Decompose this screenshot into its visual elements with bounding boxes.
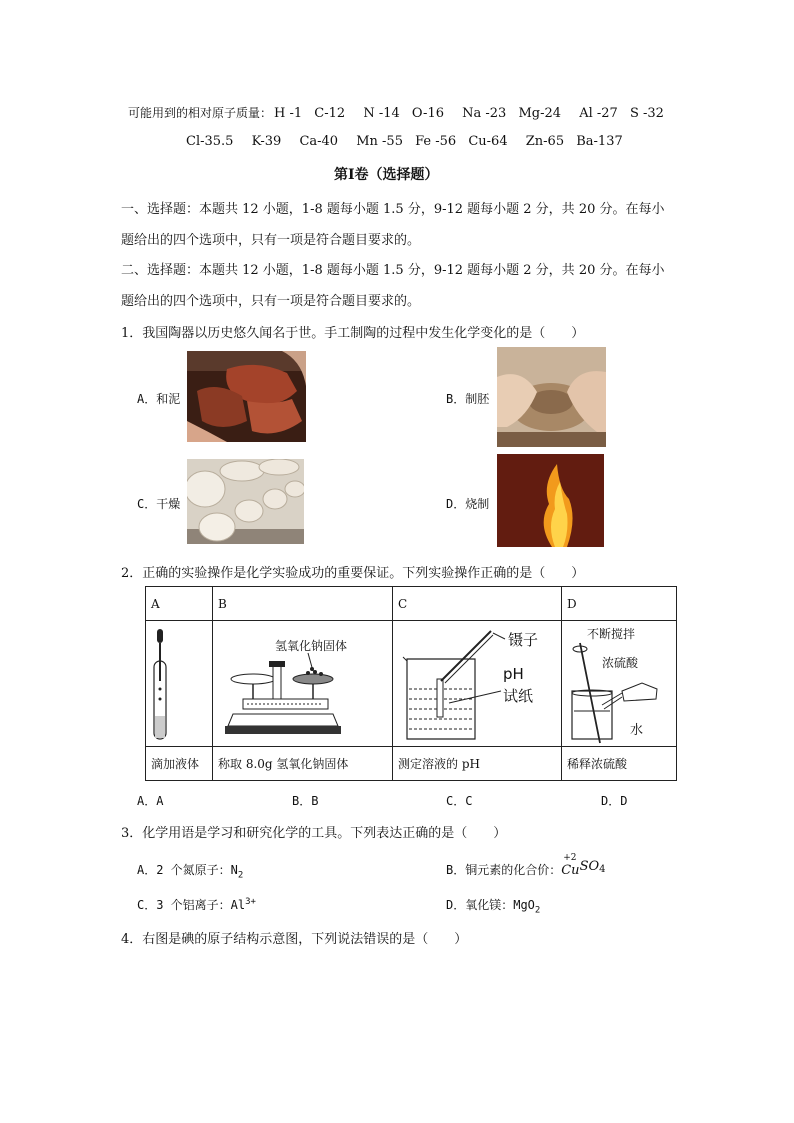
mass-fe: Fe -56 bbox=[415, 134, 457, 149]
caption-a: 滴加液体 bbox=[146, 747, 213, 781]
mass-al: Al -27 bbox=[579, 106, 618, 121]
instruction-2-line-2: 题给出的四个选项中，只有一项是符合题目要求的。 bbox=[121, 294, 421, 309]
mass-ba: Ba-137 bbox=[576, 134, 623, 149]
question-2-stem: 2．正确的实验操作是化学实验成功的重要保证。下列实验操作正确的是（ ） bbox=[121, 566, 585, 581]
clay-mixing-photo bbox=[187, 351, 306, 442]
label-naoh-solid: 氢氧化钠固体 bbox=[275, 639, 348, 653]
atomic-mass-row-1 bbox=[128, 104, 664, 121]
label-tweezers: 镊子 bbox=[508, 631, 539, 649]
q3-b-so: SO bbox=[579, 859, 600, 874]
q3-option-d[interactable] bbox=[446, 896, 540, 915]
q3-b-sub: 4 bbox=[599, 864, 606, 875]
mass-cl: Cl-35.5 bbox=[186, 134, 234, 149]
mass-mg: Mg-24 bbox=[518, 106, 562, 121]
figure-b-balance bbox=[213, 621, 393, 747]
q3-b-text: B．铜元素的化合价： bbox=[446, 863, 562, 877]
drying-pottery-photo bbox=[187, 459, 304, 544]
header-d: D bbox=[562, 587, 677, 621]
q3-a-subscript: 2 bbox=[237, 870, 244, 881]
q3-option-a[interactable] bbox=[137, 861, 243, 880]
header-b: B bbox=[213, 587, 393, 621]
label-test-paper: 试纸 bbox=[503, 687, 534, 705]
glass-rod bbox=[580, 643, 600, 743]
mass-k: K-39 bbox=[251, 134, 282, 149]
label-ph: pH bbox=[503, 665, 524, 683]
q1-option-d[interactable]: D．烧制 bbox=[446, 497, 490, 511]
header-c: C bbox=[393, 587, 562, 621]
q3-b-valence: +2 bbox=[563, 853, 577, 863]
shaping-clay-photo bbox=[497, 347, 606, 447]
question-3-stem: 3．化学用语是学习和研究化学的工具。下列表达正确的是（ ） bbox=[121, 826, 507, 841]
question-4-stem: 4．右图是碘的原子结构示意图，下列说法错误的是（ ） bbox=[121, 932, 468, 947]
mass-o: O-16 bbox=[411, 106, 444, 121]
atomic-mass-label: 可能用到的相对原子质量： bbox=[128, 106, 273, 120]
caption-d: 稀释浓硫酸 bbox=[562, 747, 677, 781]
section-title: 第Ⅰ卷（选择题） bbox=[334, 167, 439, 183]
label-water: 水 bbox=[630, 723, 644, 738]
q2-option-c[interactable]: C．C bbox=[446, 794, 473, 808]
mass-ca: Ca-40 bbox=[299, 134, 339, 149]
q1-option-c[interactable]: C．干燥 bbox=[137, 497, 181, 511]
instruction-2-line-1: 二、选择题：本题共 12 小题，1-8 题每小题 1.5 分，9-12 题每小题 2 分，共 20 分。在每小 bbox=[121, 263, 665, 278]
instruction-1-line-1: 一、选择题：本题共 12 小题，1-8 题每小题 1.5 分，9-12 题每小题 2 分，共 20 分。在每小 bbox=[121, 202, 665, 217]
caption-c: 测定溶液的 pH bbox=[393, 747, 562, 781]
question-1-stem: 1．我国陶器以历史悠久闻名于世。手工制陶的过程中发生化学变化的是（ ） bbox=[121, 326, 585, 341]
acid-bottle bbox=[622, 683, 657, 701]
instruction-1-line-2: 题给出的四个选项中，只有一项是符合题目要求的。 bbox=[121, 233, 421, 248]
atomic-mass-row-2 bbox=[186, 134, 623, 149]
figure-c-ph-test bbox=[393, 621, 562, 747]
mass-mn: Mn -55 bbox=[356, 134, 403, 149]
kiln-firing-photo bbox=[497, 454, 604, 547]
q3-option-c[interactable] bbox=[137, 896, 256, 913]
label-conc-acid: 浓硫酸 bbox=[602, 656, 639, 670]
mass-n: N -14 bbox=[363, 106, 400, 121]
q3-b-cu: Cu bbox=[561, 863, 580, 878]
ph-paper bbox=[437, 679, 443, 717]
mass-s: S -32 bbox=[629, 106, 664, 121]
q1-option-b[interactable]: B．制胚 bbox=[446, 392, 490, 406]
header-a: A bbox=[146, 587, 213, 621]
mass-cu: Cu-64 bbox=[468, 134, 508, 149]
q2-option-d[interactable]: D．D bbox=[601, 794, 628, 808]
caption-b: 称取 8.0g 氢氧化钠固体 bbox=[213, 747, 393, 781]
experiment-table bbox=[145, 586, 677, 781]
mass-c: C-12 bbox=[314, 106, 346, 121]
q3-c-text: C．3 个铝离子：Al bbox=[137, 898, 246, 912]
mass-zn: Zn-65 bbox=[525, 134, 565, 149]
q3-d-text: D．氧化镁：MgO bbox=[446, 898, 535, 912]
q2-option-a[interactable]: A．A bbox=[137, 794, 164, 808]
q3-a-text: A．2 个氮原子：N bbox=[137, 863, 238, 877]
q3-option-b[interactable] bbox=[446, 853, 606, 878]
q3-c-superscript: 3+ bbox=[245, 897, 256, 907]
q3-b-formula bbox=[561, 853, 606, 878]
q2-option-b[interactable]: B．B bbox=[292, 794, 319, 808]
beaker-water bbox=[572, 691, 612, 739]
figure-a-dropper bbox=[146, 621, 213, 747]
q1-option-a[interactable]: A．和泥 bbox=[137, 392, 181, 406]
q3-d-subscript: 2 bbox=[534, 905, 541, 916]
mass-na: Na -23 bbox=[462, 106, 507, 121]
mass-h: H -1 bbox=[274, 106, 303, 121]
figure-d-dilution bbox=[562, 621, 677, 747]
label-stir: 不断搅拌 bbox=[587, 627, 636, 641]
tweezers bbox=[441, 631, 491, 681]
rubber-bulb bbox=[157, 629, 163, 643]
